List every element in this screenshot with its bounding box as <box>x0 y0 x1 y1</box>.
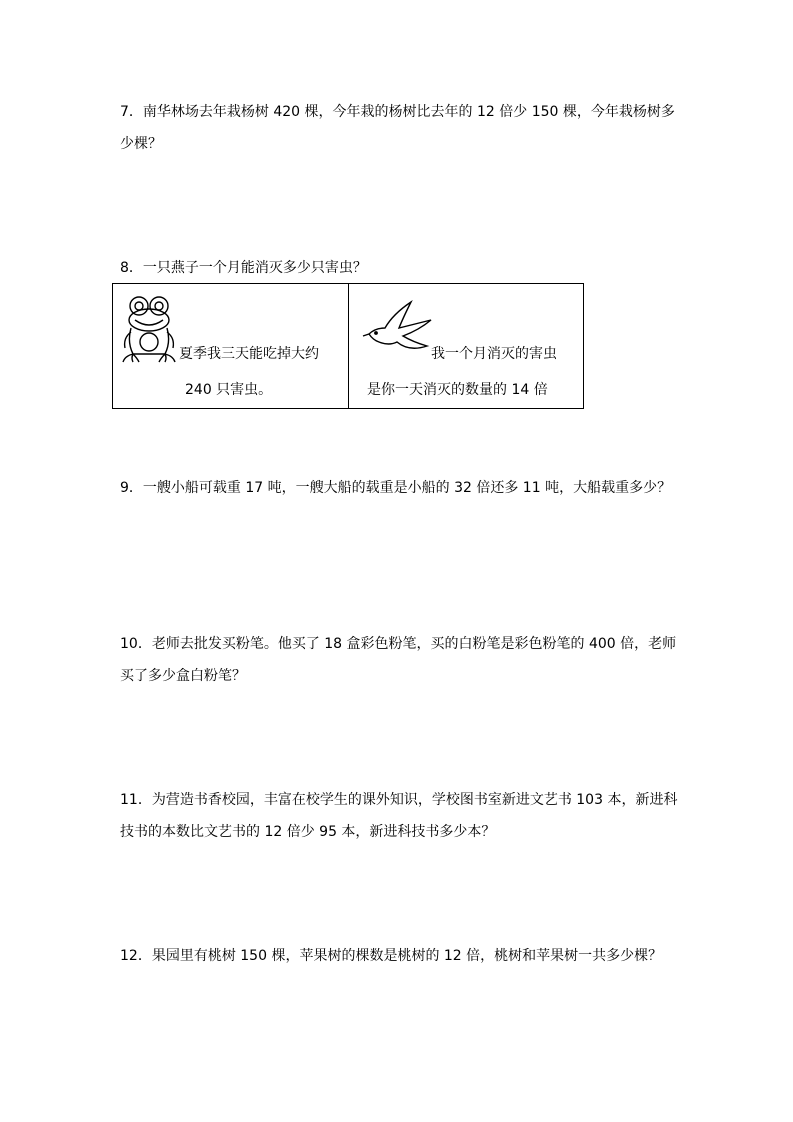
question-text: 老师去批发买粉笔。他买了 18 盒彩色粉笔，买的白粉笔是彩色粉笔的 400 倍，老师买了多少盒白粉笔？ <box>120 636 677 684</box>
swallow-cell <box>349 284 583 408</box>
picture-table <box>112 283 584 409</box>
swallow-speech-line-2: 是你一天消灭的数量的 14 倍 <box>367 382 548 398</box>
question-number: 7． <box>120 104 143 120</box>
swallow-icon <box>359 298 439 362</box>
frog-cell <box>113 284 349 408</box>
question-11 <box>120 784 680 848</box>
question-number: 10． <box>120 636 152 652</box>
question-number: 11． <box>120 792 152 808</box>
question-text: 一艘小船可载重 17 吨，一艘大船的载重是小船的 32 倍还多 11 吨，大船载重多少？ <box>142 480 672 496</box>
question-10 <box>120 628 680 692</box>
question-8 <box>120 252 680 284</box>
question-9 <box>120 472 680 504</box>
question-7 <box>120 96 680 160</box>
question-number: 12． <box>120 948 152 964</box>
question-12 <box>120 940 680 972</box>
frog-speech-line-2: 240 只害虫。 <box>185 382 273 398</box>
question-number: 9． <box>120 480 143 496</box>
question-text: 一只燕子一个月能消灭多少只害虫？ <box>142 260 367 276</box>
question-number: 8． <box>120 260 143 276</box>
frog-icon <box>121 292 177 364</box>
question-text: 果园里有桃树 150 棵，苹果树的棵数是桃树的 12 倍，桃树和苹果树一共多少棵？ <box>151 948 663 964</box>
swallow-speech-line-1: 我一个月消灭的害虫 <box>431 346 557 362</box>
question-text: 为营造书香校园，丰富在校学生的课外知识，学校图书室新进文艺书 103 本，新进科技书的本数比文艺书的 12 倍少 95 本，新进科技书多少本？ <box>120 792 678 840</box>
question-text: 南华林场去年栽杨树 420 棵，今年栽的杨树比去年的 12 倍少 150 棵，今年栽杨树多少棵？ <box>120 104 675 152</box>
frog-speech-line-1: 夏季我三天能吃掉大约 <box>179 346 319 362</box>
